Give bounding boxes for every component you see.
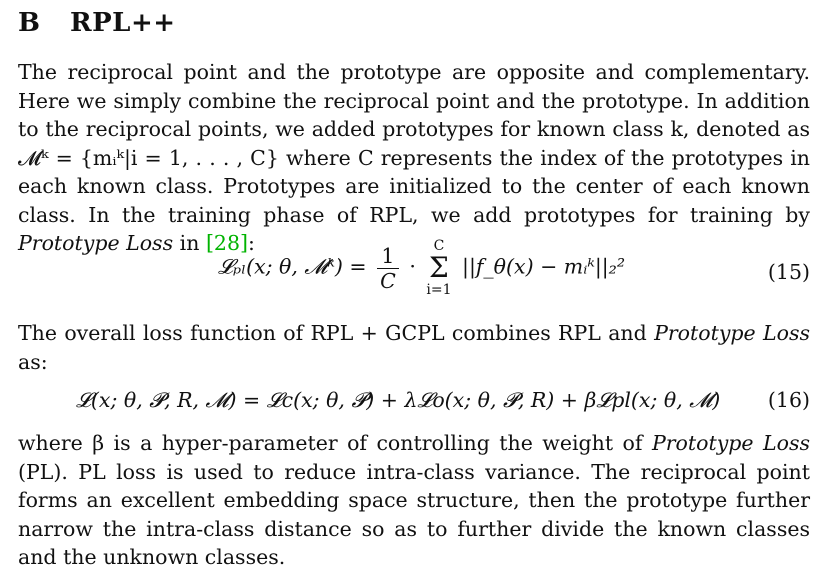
multiply-dot: · bbox=[409, 254, 416, 279]
equation-15-body bbox=[218, 238, 625, 298]
fraction-numerator: 1 bbox=[377, 244, 399, 269]
citation-link[interactable]: [28] bbox=[205, 231, 249, 255]
equation-16-tag: (16) bbox=[767, 388, 810, 412]
section-heading bbox=[18, 8, 176, 38]
equation-15-fraction bbox=[377, 244, 399, 293]
summation-upper: C bbox=[433, 238, 445, 254]
summation-sigma: Σ bbox=[429, 251, 449, 284]
equation-15 bbox=[18, 236, 810, 310]
section-number: B bbox=[18, 8, 41, 38]
paragraph-1-end: : bbox=[248, 231, 255, 255]
paragraph-3-emphasis: Prototype Loss bbox=[651, 431, 810, 455]
paragraph-2 bbox=[18, 319, 810, 376]
paragraph-3-rest: (PL). PL loss is used to reduce intra-class variance. The reciprocal point forms an excellent embedding space structure, then the prototype further narrow the intra-class distance so as to further divide the known classes and the unknown classes. bbox=[18, 459, 810, 569]
equation-15-lhs: 𝓛ₚₗ(x; θ, 𝓜ᵏ) = bbox=[218, 254, 367, 279]
paragraph-1-in: in bbox=[179, 231, 200, 255]
paragraph-1 bbox=[18, 58, 810, 258]
equation-15-tag: (15) bbox=[767, 260, 810, 284]
paragraph-3 bbox=[18, 429, 810, 572]
section-title: RPL++ bbox=[70, 8, 176, 38]
equation-16 bbox=[18, 388, 810, 418]
paragraph-2-text: The overall loss function of RPL + GCPL combines RPL and bbox=[18, 321, 647, 345]
paragraph-2-end: as: bbox=[18, 349, 48, 374]
summation bbox=[426, 238, 451, 298]
paragraph-2-emphasis: Prototype Loss bbox=[654, 321, 810, 345]
fraction-denominator: C bbox=[380, 268, 396, 293]
equation-16-body: 𝓛(x; θ, 𝓟, R, 𝓜) = 𝓛c(x; θ, 𝓟) + λ𝓛o(x; θ, 𝓟, R) + β𝓛pl(x; θ, 𝓜) bbox=[76, 388, 721, 412]
paragraph-3-text: where β is a hyper-parameter of controlling the weight of bbox=[18, 431, 643, 455]
equation-15-rhs: ||f_θ(x) − mᵢᵏ||₂² bbox=[462, 254, 626, 279]
summation-lower: i=1 bbox=[426, 282, 452, 298]
paragraph-1-text: The reciprocal point and the prototype are opposite and complementary. Here we simply combine the reciprocal point and the prototype. In addition to the reciprocal points, we added prototypes for known class k, denoted as 𝓜ᵏ = {mᵢᵏ|i = 1, . . . , C} where C represents the index of the prototypes in each known class. Prototypes are initialized to the center of each known class. In the training phase of RPL, we add prototypes for training by bbox=[18, 60, 810, 227]
paragraph-1-emphasis: Prototype Loss bbox=[18, 231, 174, 255]
